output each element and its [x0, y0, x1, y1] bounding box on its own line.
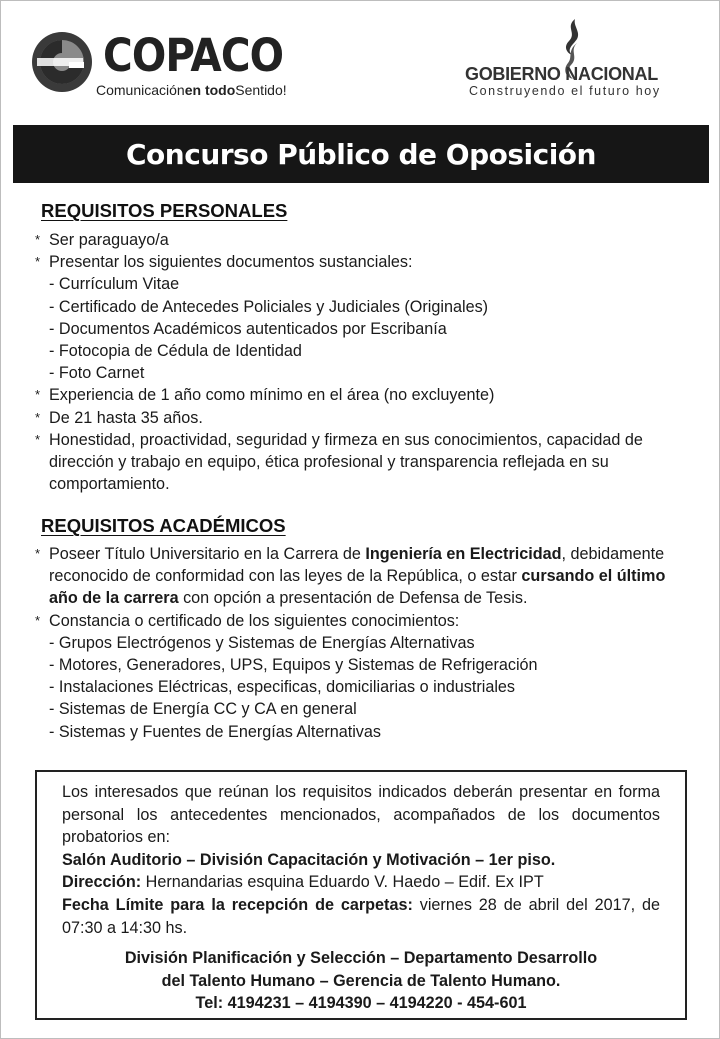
item-text: Presentar los siguientes documentos sustanciales: — [49, 253, 413, 272]
deadline-text — [62, 894, 660, 939]
location-value: Salón Auditorio – División Capacitación y Motivación – 1er piso. — [62, 850, 556, 869]
academic-requirements-list — [35, 543, 685, 743]
tagline-part: Sentido! — [235, 82, 287, 98]
item-text: Honestidad, proactividad, seguridad y firmeza en sus conocimientos, capacidad de dirección y trabajo en equipo, ética profesional y transparencia reflejada en su comportamiento. — [49, 430, 643, 494]
address-value: Hernandarias esquina Eduardo V. Haedo – Edif. Ex IPT — [141, 873, 544, 892]
asterisk-icon: * — [35, 409, 41, 425]
asterisk-icon: * — [35, 546, 41, 561]
emphasis-text: cursando el último año de la carrera — [49, 567, 666, 608]
document-item: - Certificado de Antecedes Policiales y Judiciales (Originales) — [49, 297, 489, 316]
contact-footer — [62, 947, 660, 1015]
copaco-tagline — [96, 82, 287, 98]
copaco-c-icon — [31, 31, 93, 93]
list-item — [35, 384, 685, 406]
document-item: - Fotocopia de Cédula de Identidad — [49, 342, 302, 361]
list-item — [35, 407, 685, 429]
list-item — [35, 429, 685, 496]
item-text: Ser paraguayo/a — [49, 231, 169, 249]
list-item — [35, 229, 685, 251]
deadline-value: viernes 28 de abril del 2017, de 07:30 a 14:30 hs. — [62, 895, 660, 937]
item-text: Experiencia de 1 año como mínimo en el área (no excluyente) — [49, 386, 495, 405]
title-banner — [13, 125, 709, 183]
asterisk-icon: * — [35, 431, 41, 447]
asterisk-icon: * — [35, 612, 41, 628]
knowledge-item: - Instalaciones Eléctricas, especificas, domiciliarias o industriales — [49, 678, 516, 697]
knowledge-item: - Motores, Generadores, UPS, Equipos y Sistemas de Refrigeración — [49, 656, 538, 675]
item-text: Poseer Título Universitario en la Carrera de — [49, 545, 366, 563]
intro-text: Los interesados que reúnan los requisitos indicados deberán presentar en forma personal los antecedentes mencionados, acompañados de los documentos probatorios en: — [62, 783, 660, 847]
document-item: - Currículum Vitae — [49, 275, 180, 294]
knowledge-item: - Sistemas y Fuentes de Energías Alternativas — [49, 722, 382, 741]
asterisk-icon: * — [35, 254, 41, 270]
copaco-name: COPACO — [103, 29, 284, 82]
management-line: del Talento Humano – Gerencia de Talento Humano. — [161, 971, 561, 990]
degree-name: Ingeniería en Electricidad — [365, 545, 562, 563]
address-label: Dirección: — [62, 873, 142, 892]
list-item — [35, 543, 685, 610]
knowledge-item: - Grupos Electrógenos y Sistemas de Energías Alternativas — [49, 633, 475, 652]
personal-requirements-heading: REQUISITOS PERSONALES — [41, 200, 288, 221]
item-text: Constancia o certificado de los siguientes conocimientos: — [49, 611, 460, 630]
academic-requirements-heading: REQUISITOS ACADÉMICOS — [41, 515, 286, 536]
copaco-logo — [31, 31, 321, 101]
item-text: , debidamente reconocido de conformidad con las leyes de la República, o estar — [49, 545, 665, 586]
department-line: División Planificación y Selección – Departamento Desarrollo — [124, 949, 598, 968]
document-item: - Foto Carnet — [49, 364, 145, 383]
gobierno-nacional-logo — [463, 17, 693, 107]
list-item — [35, 251, 685, 273]
page-title: Concurso Público de Oposición — [126, 137, 596, 171]
application-info-box — [35, 770, 687, 1020]
document-item: - Documentos Académicos autenticados por Escribanía — [49, 319, 447, 338]
knowledge-item: - Sistemas de Energía CC y CA en general — [49, 700, 357, 719]
tagline-part-bold: en todo — [184, 82, 236, 98]
gobierno-nacional-name: GOBIERNO NACIONAL — [465, 64, 658, 84]
gobierno-nacional-tagline: Construyendo el futuro hoy — [469, 84, 661, 98]
personal-requirements-list — [35, 229, 685, 495]
address-text — [62, 871, 660, 894]
item-text: De 21 hasta 35 años. — [49, 408, 203, 427]
list-item — [35, 610, 685, 632]
deadline-label: Fecha Límite para la recepción de carpetas: — [62, 895, 413, 914]
asterisk-icon: * — [35, 232, 41, 247]
tagline-part: Comunicación — [96, 82, 185, 98]
location-text — [62, 849, 660, 872]
asterisk-icon: * — [35, 387, 41, 403]
phone-numbers: Tel: 4194231 – 4194390 – 4194220 - 454-601 — [195, 994, 527, 1013]
item-text: con opción a presentación de Defensa de Tesis. — [178, 589, 528, 608]
